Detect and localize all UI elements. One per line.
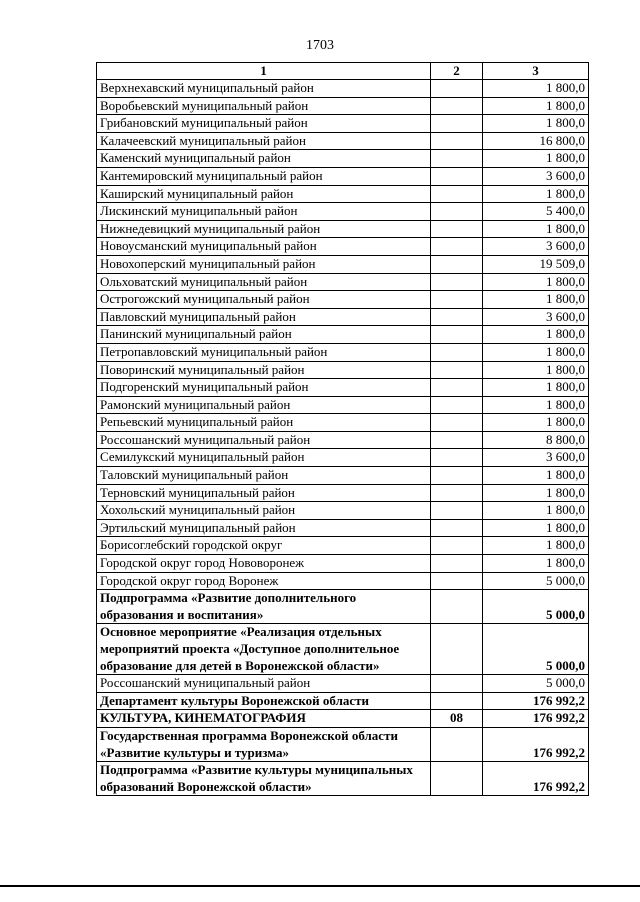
table-row xyxy=(97,132,589,150)
table-row xyxy=(97,379,589,397)
table-row xyxy=(97,624,589,675)
table-row xyxy=(97,449,589,467)
table-row xyxy=(97,710,589,728)
row-code-cell xyxy=(431,379,483,397)
table-row xyxy=(97,414,589,432)
table-row xyxy=(97,255,589,273)
row-name-cell: Эртильский муниципальный район xyxy=(97,519,431,537)
row-amount-cell: 1 800,0 xyxy=(483,519,589,537)
table-row xyxy=(97,343,589,361)
table-header-row xyxy=(97,63,589,80)
row-name-cell: Хохольский муниципальный район xyxy=(97,502,431,520)
row-amount-cell: 1 800,0 xyxy=(483,361,589,379)
row-amount-cell: 5 000,0 xyxy=(483,624,589,675)
row-code-cell xyxy=(431,97,483,115)
row-code-cell xyxy=(431,150,483,168)
row-code-cell xyxy=(431,361,483,379)
row-name-cell: Каширский муниципальный район xyxy=(97,185,431,203)
row-amount-cell: 1 800,0 xyxy=(483,414,589,432)
table-row xyxy=(97,590,589,624)
row-name-cell: Подпрограмма «Развитие дополнительного образования и воспитания» xyxy=(97,590,431,624)
row-name-cell: Подпрограмма «Развитие культуры муниципальных образований Воронежской области» xyxy=(97,762,431,796)
row-code-cell xyxy=(431,273,483,291)
row-name-cell: Нижнедевицкий муниципальный район xyxy=(97,220,431,238)
row-name-cell: Лискинский муниципальный район xyxy=(97,203,431,221)
row-name-cell: Таловский муниципальный район xyxy=(97,467,431,485)
table-row xyxy=(97,238,589,256)
row-code-cell xyxy=(431,590,483,624)
row-code-cell xyxy=(431,255,483,273)
row-code-cell xyxy=(431,326,483,344)
row-code-cell xyxy=(431,414,483,432)
header-col-3: 3 xyxy=(483,63,589,80)
row-amount-cell: 1 800,0 xyxy=(483,326,589,344)
row-amount-cell: 1 800,0 xyxy=(483,291,589,309)
row-name-cell: Репьевский муниципальный район xyxy=(97,414,431,432)
table-row xyxy=(97,97,589,115)
table-row xyxy=(97,467,589,485)
table-row xyxy=(97,167,589,185)
row-code-cell xyxy=(431,537,483,555)
row-name-cell: Городской округ город Нововоронеж xyxy=(97,555,431,573)
row-code-cell xyxy=(431,343,483,361)
page-number: 1703 xyxy=(306,38,334,53)
table-row xyxy=(97,537,589,555)
table-row xyxy=(97,675,589,693)
table-row xyxy=(97,220,589,238)
row-code-cell xyxy=(431,624,483,675)
row-code-cell xyxy=(431,220,483,238)
row-amount-cell: 5 000,0 xyxy=(483,590,589,624)
row-name-cell: Терновский муниципальный район xyxy=(97,484,431,502)
row-name-cell: Павловский муниципальный район xyxy=(97,308,431,326)
table-row xyxy=(97,273,589,291)
row-amount-cell: 1 800,0 xyxy=(483,220,589,238)
table-row xyxy=(97,150,589,168)
row-amount-cell: 1 800,0 xyxy=(483,343,589,361)
table-row xyxy=(97,762,589,796)
row-amount-cell: 1 800,0 xyxy=(483,80,589,98)
row-amount-cell: 3 600,0 xyxy=(483,238,589,256)
row-name-cell: Рамонский муниципальный район xyxy=(97,396,431,414)
row-amount-cell: 1 800,0 xyxy=(483,379,589,397)
row-code-cell: 08 xyxy=(431,710,483,728)
header-col-2: 2 xyxy=(431,63,483,80)
table-row xyxy=(97,203,589,221)
row-code-cell xyxy=(431,675,483,693)
row-name-cell: Подгоренский муниципальный район xyxy=(97,379,431,397)
row-name-cell: Городской округ город Воронеж xyxy=(97,572,431,590)
row-amount-cell: 1 800,0 xyxy=(483,555,589,573)
row-amount-cell: 1 800,0 xyxy=(483,115,589,133)
row-amount-cell: 1 800,0 xyxy=(483,396,589,414)
row-code-cell xyxy=(431,555,483,573)
row-code-cell xyxy=(431,467,483,485)
budget-table xyxy=(96,62,589,796)
row-name-cell: Борисоглебский городской округ xyxy=(97,537,431,555)
table-row xyxy=(97,502,589,520)
row-code-cell xyxy=(431,727,483,761)
row-name-cell: Новохоперский муниципальный район xyxy=(97,255,431,273)
table-row xyxy=(97,308,589,326)
row-code-cell xyxy=(431,80,483,98)
table-row xyxy=(97,185,589,203)
row-name-cell: Каменский муниципальный район xyxy=(97,150,431,168)
row-name-cell: Грибановский муниципальный район xyxy=(97,115,431,133)
row-amount-cell: 1 800,0 xyxy=(483,150,589,168)
row-amount-cell: 5 000,0 xyxy=(483,572,589,590)
row-amount-cell: 1 800,0 xyxy=(483,537,589,555)
row-amount-cell: 5 000,0 xyxy=(483,675,589,693)
row-code-cell xyxy=(431,431,483,449)
row-amount-cell: 16 800,0 xyxy=(483,132,589,150)
row-code-cell xyxy=(431,291,483,309)
row-amount-cell: 5 400,0 xyxy=(483,203,589,221)
page-bottom-rule xyxy=(0,885,640,887)
row-name-cell: Острогожский муниципальный район xyxy=(97,291,431,309)
row-code-cell xyxy=(431,185,483,203)
table-row xyxy=(97,431,589,449)
row-name-cell: Россошанский муниципальный район xyxy=(97,431,431,449)
row-name-cell: Россошанский муниципальный район xyxy=(97,675,431,693)
row-name-cell: Новоусманский муниципальный район xyxy=(97,238,431,256)
row-amount-cell: 1 800,0 xyxy=(483,484,589,502)
row-amount-cell: 1 800,0 xyxy=(483,502,589,520)
table-row xyxy=(97,361,589,379)
row-amount-cell: 1 800,0 xyxy=(483,185,589,203)
table-row xyxy=(97,727,589,761)
row-amount-cell: 19 509,0 xyxy=(483,255,589,273)
row-name-cell: Кантемировский муниципальный район xyxy=(97,167,431,185)
row-code-cell xyxy=(431,484,483,502)
table-row xyxy=(97,80,589,98)
row-code-cell xyxy=(431,238,483,256)
row-code-cell xyxy=(431,502,483,520)
row-amount-cell: 8 800,0 xyxy=(483,431,589,449)
row-name-cell: Калачеевский муниципальный район xyxy=(97,132,431,150)
table-body xyxy=(97,80,589,796)
row-amount-cell: 3 600,0 xyxy=(483,167,589,185)
row-name-cell: Панинский муниципальный район xyxy=(97,326,431,344)
row-name-cell: Воробьевский муниципальный район xyxy=(97,97,431,115)
row-amount-cell: 3 600,0 xyxy=(483,449,589,467)
row-amount-cell: 1 800,0 xyxy=(483,97,589,115)
row-name-cell: Ольховатский муниципальный район xyxy=(97,273,431,291)
row-name-cell: Государственная программа Воронежской области «Развитие культуры и туризма» xyxy=(97,727,431,761)
row-amount-cell: 176 992,2 xyxy=(483,710,589,728)
row-name-cell: Семилукский муниципальный район xyxy=(97,449,431,467)
table-row xyxy=(97,572,589,590)
row-code-cell xyxy=(431,167,483,185)
table-row xyxy=(97,326,589,344)
row-name-cell: Основное мероприятие «Реализация отдельных мероприятий проекта «Доступное дополнительное образование для детей в Воронежской области» xyxy=(97,624,431,675)
row-amount-cell: 1 800,0 xyxy=(483,467,589,485)
row-amount-cell: 3 600,0 xyxy=(483,308,589,326)
row-amount-cell: 176 992,2 xyxy=(483,692,589,710)
table-row xyxy=(97,484,589,502)
row-amount-cell: 176 992,2 xyxy=(483,762,589,796)
table-row xyxy=(97,519,589,537)
row-code-cell xyxy=(431,115,483,133)
row-code-cell xyxy=(431,572,483,590)
row-name-cell: КУЛЬТУРА, КИНЕМАТОГРАФИЯ xyxy=(97,710,431,728)
row-name-cell: Департамент культуры Воронежской области xyxy=(97,692,431,710)
row-name-cell: Петропавловский муниципальный район xyxy=(97,343,431,361)
table-row xyxy=(97,692,589,710)
row-amount-cell: 176 992,2 xyxy=(483,727,589,761)
row-code-cell xyxy=(431,308,483,326)
row-code-cell xyxy=(431,396,483,414)
row-code-cell xyxy=(431,203,483,221)
table-row xyxy=(97,396,589,414)
table-row xyxy=(97,115,589,133)
row-amount-cell: 1 800,0 xyxy=(483,273,589,291)
row-code-cell xyxy=(431,449,483,467)
row-name-cell: Поворинский муниципальный район xyxy=(97,361,431,379)
header-col-1: 1 xyxy=(97,63,431,80)
row-name-cell: Верхнехавский муниципальный район xyxy=(97,80,431,98)
row-code-cell xyxy=(431,762,483,796)
table-row xyxy=(97,555,589,573)
row-code-cell xyxy=(431,519,483,537)
row-code-cell xyxy=(431,692,483,710)
row-code-cell xyxy=(431,132,483,150)
table-row xyxy=(97,291,589,309)
